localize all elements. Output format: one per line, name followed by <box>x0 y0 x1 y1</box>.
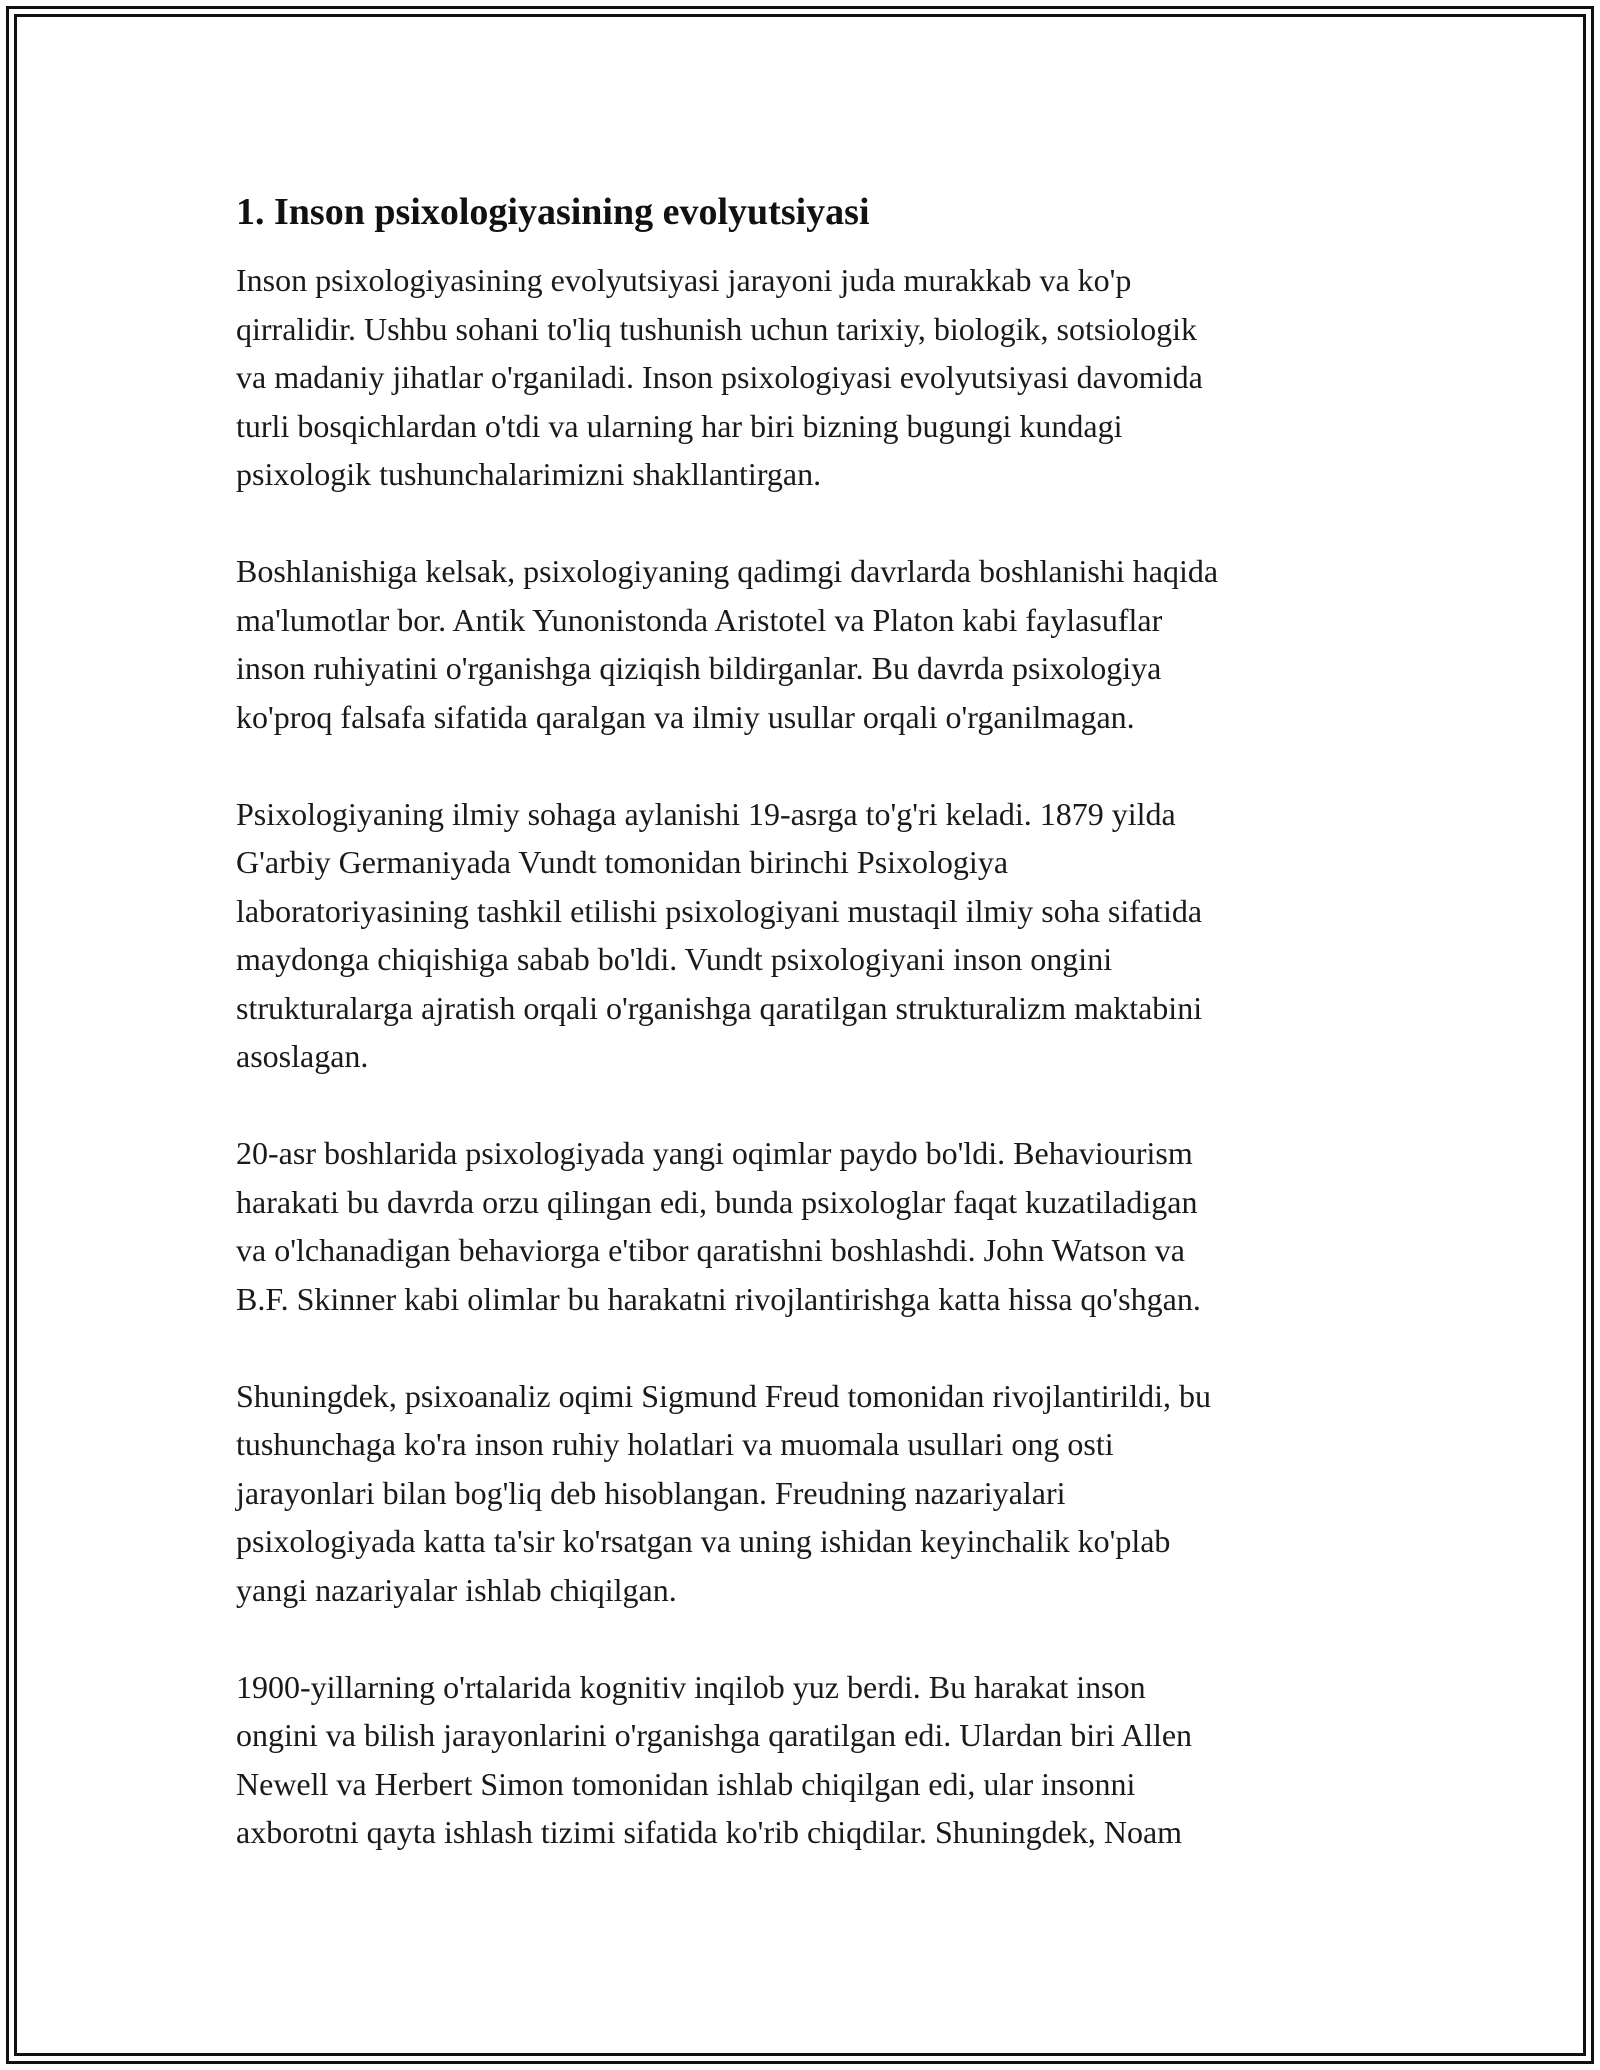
section-heading: 1. Inson psixologiyasining evolyutsiyasi <box>236 191 870 233</box>
paragraph-4: 20-asr boshlarida psixologiyada yangi oqimlar paydo bo'ldi. Behaviourism harakati bu davrda orzu qilingan edi, bunda psixologlar faqat kuzatiladigan va o'lchanadigan behaviorga e'tibor qaratishni boshlashdi. John Watson va B.F. Skinner kabi olimlar bu harakatni rivojlantirishga katta hissa qo'shgan. <box>236 1135 1201 1317</box>
paragraph-3: Psixologiyaning ilmiy sohaga aylanishi 19-asrga to'g'ri keladi. 1879 yilda G'arbiy Germaniyada Vundt tomonidan birinchi Psixologiya laboratoriyasining tashkil etilishi psixologiyani mustaqil ilmiy soha sifatida maydonga chiqishiga sabab bo'ldi. Vundt psixologiyani inson ongini strukturalarga ajratish orqali o'rganishga qaratilgan strukturalizm maktabini asoslagan. <box>236 795 1203 1074</box>
paragraph-1: Inson psixologiyasining evolyutsiyasi jarayoni juda murakkab va ko'p qirralidir. Ushbu sohani to'liq tushunish uchun tarixiy, biologik, sotsiologik va madaniy jihatlar o'rganiladi. Inson psixologiyasi evolyutsiyasi davomida turli bosqichlardan o'tdi va ularning har biri bizning bugungi kundagi psixologik tushunchalarimizni shakllantirgan. <box>236 262 1203 492</box>
document-body <box>236 188 1376 1905</box>
paragraph-2: Boshlanishiga kelsak, psixologiyaning qadimgi davrlarda boshlanishi haqida ma'lumotlar bor. Antik Yunonistonda Aristotel va Platon kabi faylasuflar inson ruhiyatini o'rganishga qiziqish bildirganlar. Bu davrda psixologiya ko'proq falsafa sifatida qaralgan va ilmiy usullar orqali o'rganilmagan. <box>236 553 1219 735</box>
paragraph-6: 1900-yillarning o'rtalarida kognitiv inqilob yuz berdi. Bu harakat inson ongini va bilish jarayonlarini o'rganishga qaratilgan edi. Ulardan biri Allen Newell va Herbert Simon tomonidan ishlab chiqilgan edi, ular insonni axborotni qayta ishlash tizimi sifatida ko'rib chiqdilar. Shuningdek, Noam <box>236 1668 1193 1850</box>
paragraph-5: Shuningdek, psixoanaliz oqimi Sigmund Freud tomonidan rivojlantirildi, bu tushunchaga ko'ra inson ruhiy holatlari va muomala usullari ong osti jarayonlari bilan bog'liq deb hisoblangan. Freudning nazariyalari psixologiyada katta ta'sir ko'rsatgan va uning ishidan keyinchalik ko'plab yangi nazariyalar ishlab chiqilgan. <box>236 1377 1212 1608</box>
